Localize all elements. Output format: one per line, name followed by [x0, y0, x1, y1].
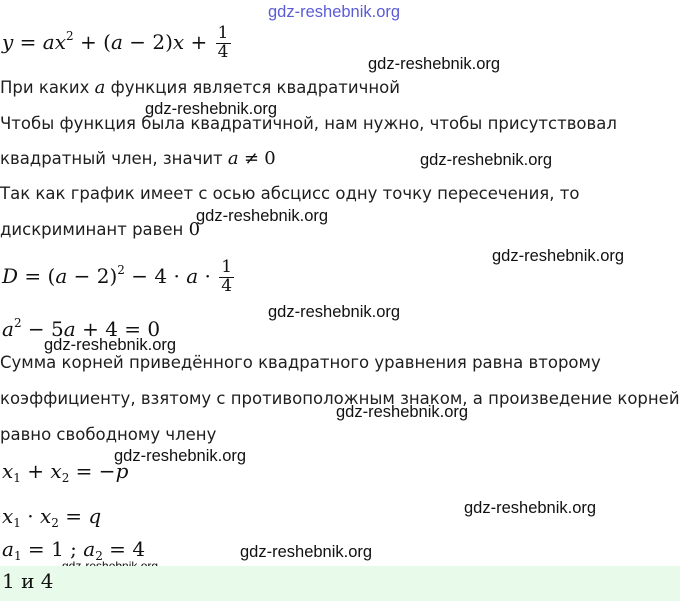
watermark: gdz-reshebnik.org: [268, 303, 401, 321]
text-line: Чтобы функция была квадратичной, нам нужно, чтобы присутствовал: [0, 114, 617, 133]
watermark-top: gdz-reshebnik.org: [268, 3, 401, 21]
formula-discriminant: $D = (a - 2)^2 - 4 \cdot a$ · $\frac{1}{4}$: [2, 257, 233, 296]
watermark: gdz-reshebnik.org: [196, 207, 329, 225]
watermark: gdz-reshebnik.org: [240, 543, 373, 561]
watermark: gdz-reshebnik.org: [114, 447, 247, 465]
fraction: $\frac{1}{4}$: [217, 23, 229, 62]
text-line: коэффициенту, взятому с противоположным знаком, а произведение корней: [0, 389, 680, 408]
text-line: дискриминант равен 0: [0, 219, 201, 240]
watermark: gdz-reshebnik.org: [492, 247, 625, 265]
formula-vieta-product: $x_1 \cdot x_2 = q$: [2, 504, 102, 530]
watermark: gdz-reshebnik.org: [464, 499, 597, 517]
formula-quadratic: $a^2 - 5a + 4 = 0$: [2, 316, 161, 341]
watermark: gdz-reshebnik.org: [145, 100, 278, 118]
formula-vieta-sum: $x_1 + x_2 = -p$: [2, 459, 129, 485]
formula-roots: $a_1 = 1$ ; $a_2 = 4$: [2, 537, 146, 563]
text-line: квадратный член, значит a ≠ 0: [0, 148, 276, 169]
fraction: $\frac{1}{4}$: [221, 257, 233, 296]
watermark: gdz-reshebnik.org: [420, 151, 553, 169]
text-line: равно свободному члену: [0, 425, 217, 444]
formula-function: $y = ax^2 + (a - 2)x$ + $\frac{1}{4}$: [2, 23, 229, 62]
answer-text: 1 и 4: [2, 569, 54, 593]
watermark: gdz-reshebnik.org: [44, 336, 177, 354]
answer-box: [0, 566, 680, 601]
text-line: Так как график имеет с осью абсцисс одну точку пересечения, то: [0, 184, 580, 203]
watermark: gdz-reshebnik.org: [336, 403, 469, 421]
question-text: При каких a функция является квадратичной: [0, 77, 400, 98]
watermark: gdz-reshebnik.org: [368, 55, 501, 73]
text-line: Сумма корней приведённого квадратного уравнения равна второму: [0, 353, 601, 372]
